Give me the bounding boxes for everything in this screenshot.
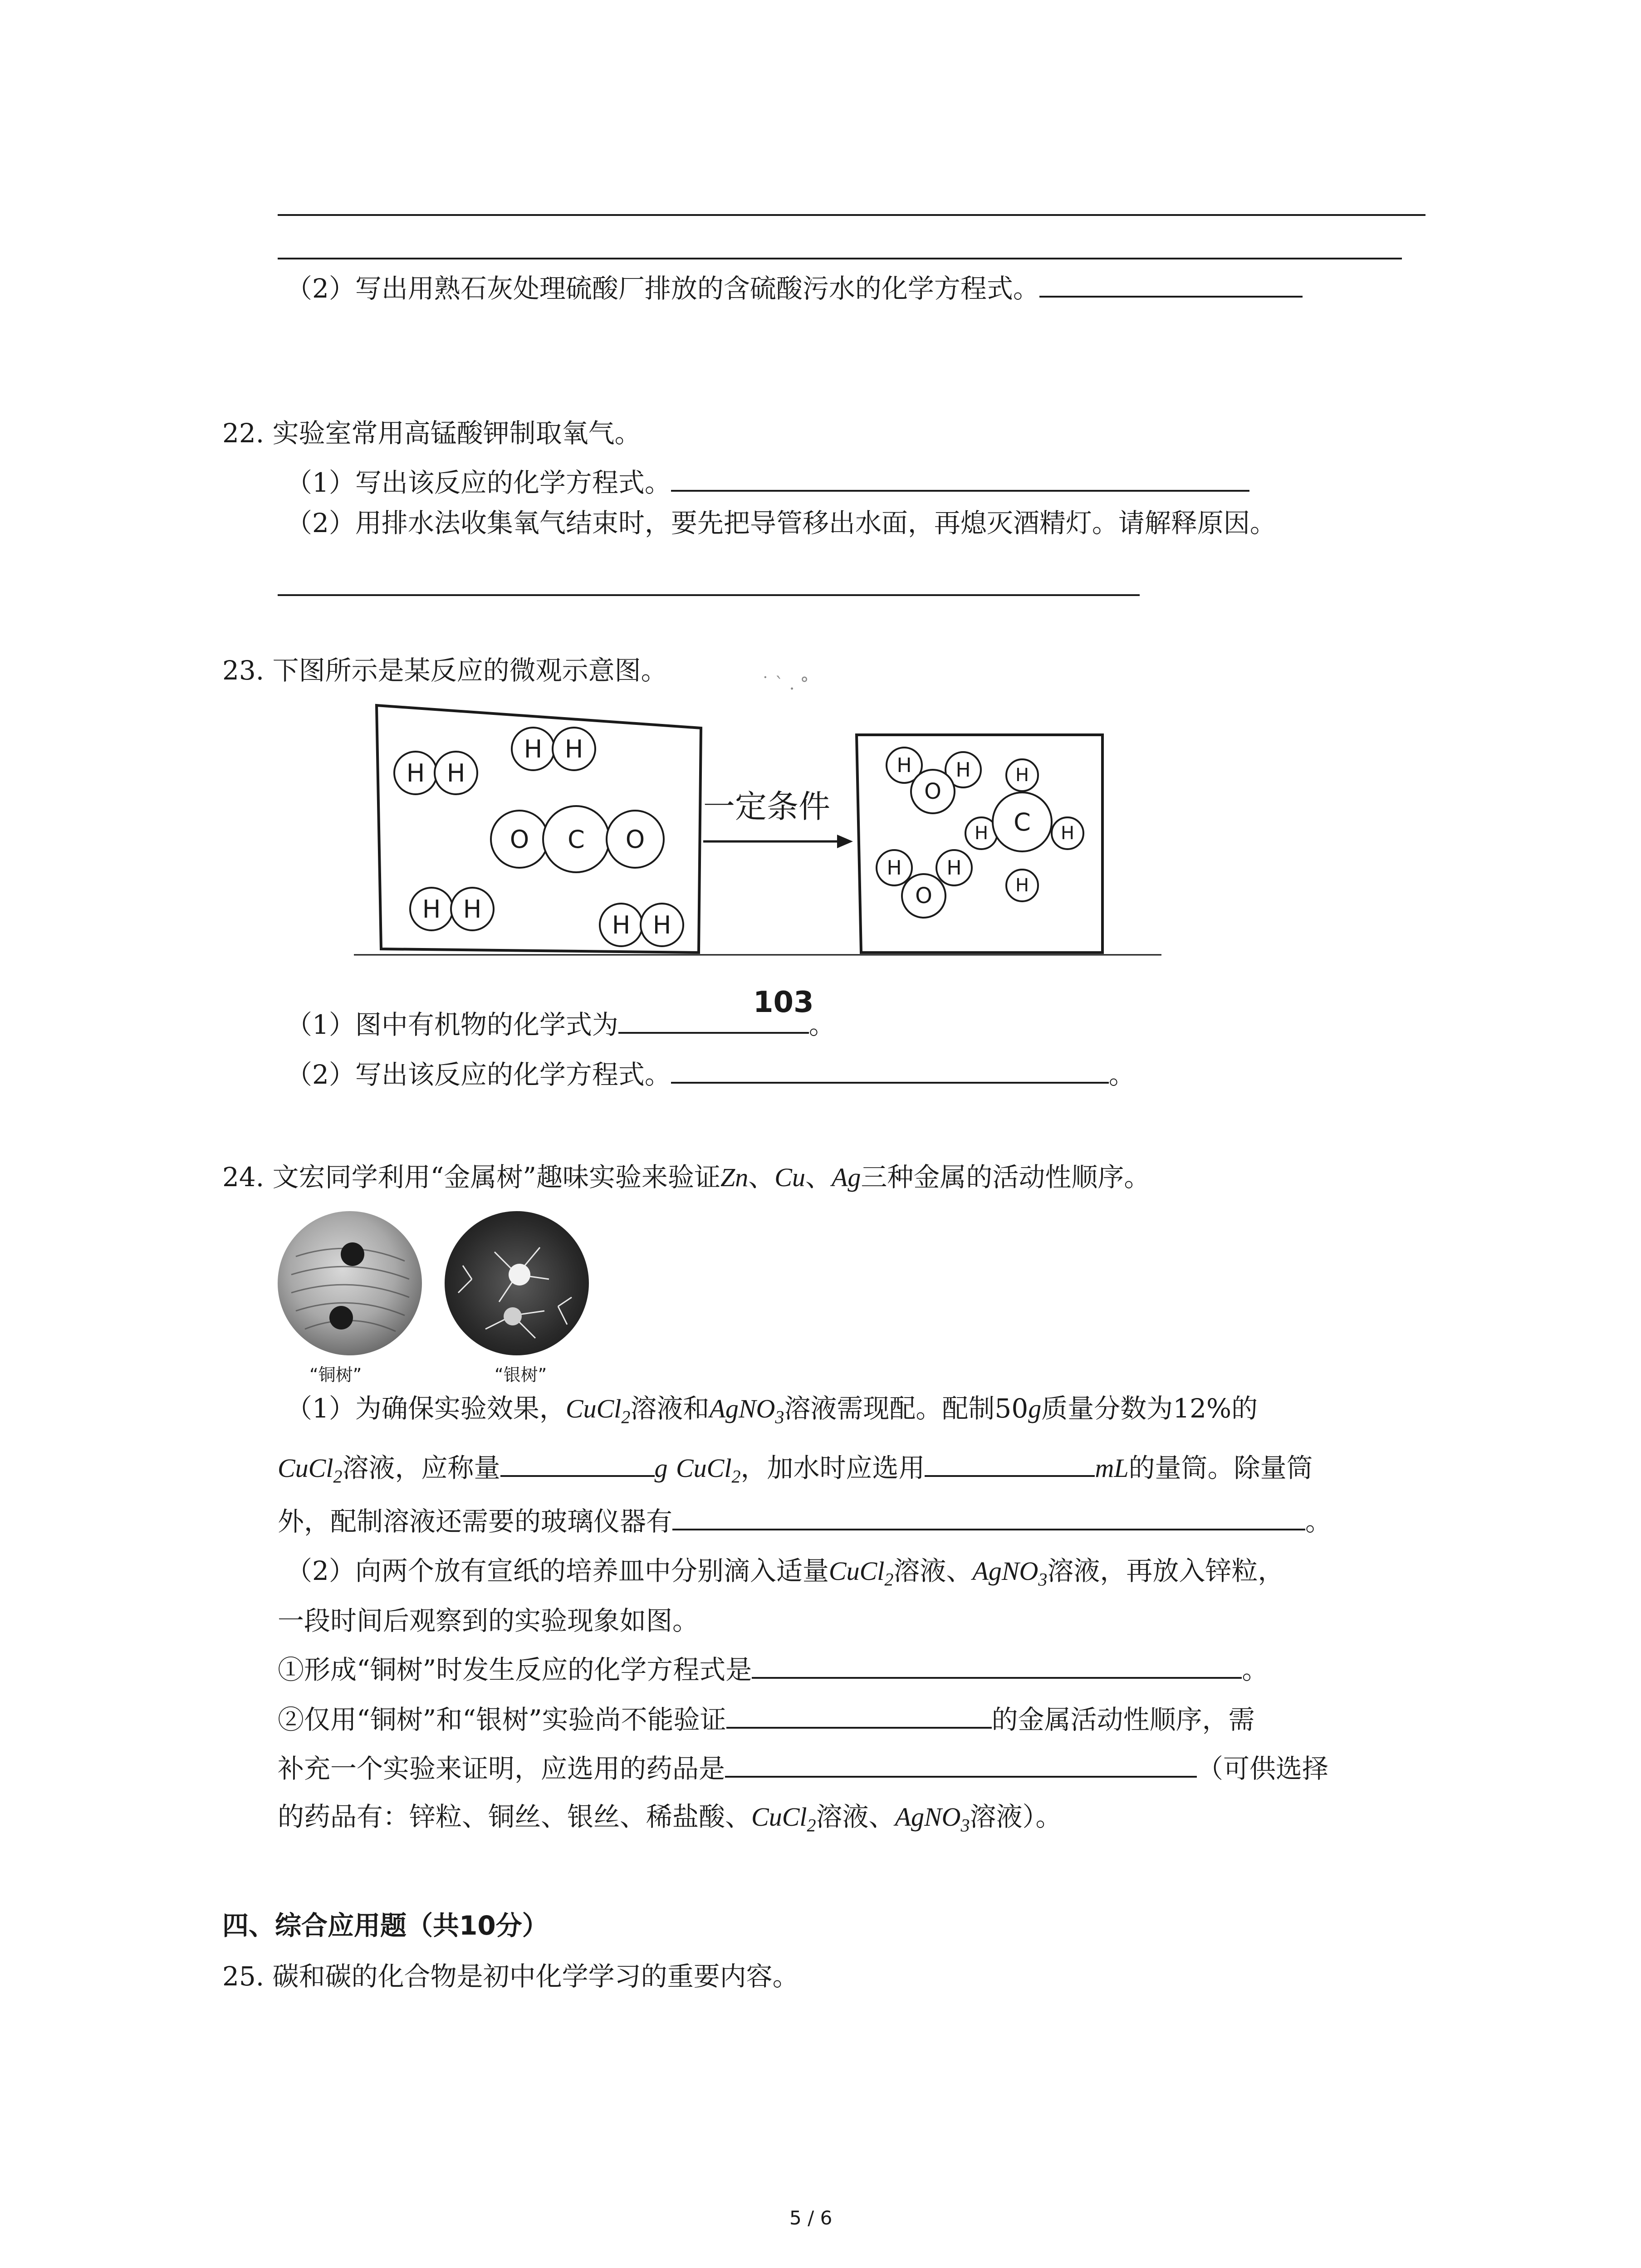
- q24-sub1-line2: CuCl$_2$溶液，应称量 g CuCl$_2$，加水时应选用 mL的量筒。除量筒: [278, 1452, 1313, 1487]
- svg-text:˙ ` . °: ˙ ` . °: [761, 674, 809, 694]
- q25-title: 25. 碳和碳的化合物是初中化学学习的重要内容。: [222, 1961, 799, 1992]
- q24-sub1-line1: （1）为确保实验效果，CuCl$_2$溶液和AgNO$_3$溶液需现配。配制50g质量分数为12%的: [286, 1393, 1258, 1427]
- oxygen-atom: O: [910, 769, 955, 814]
- answer-blank[interactable]: [1039, 272, 1303, 298]
- hydrogen-atom: H: [511, 727, 555, 771]
- q24-sub2-line2: 一段时间后观察到的实验现象如图。: [278, 1605, 699, 1636]
- hydrogen-atom: H: [936, 849, 973, 886]
- hydrogen-atom: H: [640, 903, 684, 947]
- q22-sub2: （2）用排水法收集氧气结束时，要先把导管移出水面，再熄灭酒精灯。请解释原因。: [286, 508, 1276, 538]
- answer-blank[interactable]: [618, 1008, 809, 1034]
- hydrogen-atom: H: [876, 849, 913, 886]
- carbon-atom: C: [992, 792, 1053, 852]
- answer-blank[interactable]: [671, 466, 1249, 492]
- hydrogen-atom: H: [434, 751, 478, 795]
- answer-line: [278, 594, 1140, 596]
- carbon-atom: C: [542, 805, 610, 873]
- silver-tree-photo: [445, 1211, 589, 1355]
- hydrogen-atom: H: [450, 887, 495, 931]
- q24-sub2-q2-line3: 的药品有：锌粒、铜丝、银丝、稀盐酸、CuCl$_2$溶液、AgNO$_3$溶液）。: [278, 1801, 1062, 1836]
- q24-sub2-q2-line1: ②仅用“铜树”和“银树”实验尚不能验证 的金属活动性顺序，需: [278, 1704, 1255, 1735]
- oxygen-atom: O: [490, 810, 549, 869]
- q23-sub2: （2）写出该反应的化学方程式。 。: [286, 1059, 1135, 1090]
- hydrogen-atom: H: [393, 751, 438, 795]
- hydrogen-atom: H: [409, 887, 454, 931]
- reaction-diagram: [354, 674, 1161, 1019]
- copper-tree-pattern: [278, 1211, 422, 1355]
- answer-blank[interactable]: [925, 1452, 1095, 1477]
- oxygen-atom: O: [606, 810, 665, 869]
- hydrogen-atom: H: [1005, 869, 1039, 902]
- answer-blank[interactable]: [726, 1703, 992, 1729]
- answer-blank[interactable]: [725, 1752, 1197, 1778]
- copper-tree-caption: “铜树”: [309, 1365, 362, 1385]
- hydrogen-atom: H: [945, 751, 982, 788]
- hydrogen-atom: H: [965, 816, 998, 850]
- hydrogen-atom: H: [1051, 816, 1084, 850]
- copper-tree-photo: [278, 1211, 422, 1355]
- page-number: 5 / 6: [789, 2207, 833, 2229]
- q22-title: 22. 实验室常用高锰酸钾制取氧气。: [222, 418, 641, 449]
- oxygen-atom: O: [901, 873, 946, 919]
- q24-sub2-q2-line2: 补充一个实验来证明，应选用的药品是 （可供选择: [278, 1753, 1329, 1784]
- hydrogen-atom: H: [552, 727, 596, 771]
- hydrogen-atom: H: [599, 903, 643, 947]
- q21-sub2: （2）写出用熟石灰处理硫酸厂排放的含硫酸污水的化学方程式。: [286, 272, 1303, 304]
- section-heading: 四、综合应用题（共10分）: [222, 1910, 549, 1941]
- answer-line: [278, 258, 1402, 259]
- hydrogen-atom: H: [886, 747, 923, 784]
- answer-blank[interactable]: [672, 1505, 1305, 1530]
- q22-sub1: （1）写出该反应的化学方程式。: [286, 466, 1249, 499]
- answer-blank[interactable]: [752, 1653, 1242, 1679]
- q24-sub2-q1: ①形成“铜树”时发生反应的化学方程式是 。: [278, 1654, 1269, 1685]
- q24-sub2-line1: （2）向两个放有宣纸的培养皿中分别滴入适量CuCl$_2$溶液、AgNO$_3$溶液，再放入锌粒，: [286, 1555, 1284, 1590]
- arrow-label: 一定条件: [703, 788, 830, 825]
- q23-sub1: （1）图中有机物的化学式为 。: [286, 1009, 835, 1040]
- answer-blank[interactable]: [500, 1452, 655, 1477]
- silver-tree-pattern: [445, 1211, 589, 1355]
- q23-title: 23. 下图所示是某反应的微观示意图。: [222, 655, 667, 686]
- silver-tree-caption: “银树”: [495, 1365, 547, 1385]
- answer-blank[interactable]: [671, 1058, 1109, 1084]
- page-number-fragment: 103: [753, 986, 814, 1019]
- answer-line: [278, 214, 1425, 216]
- hydrogen-atom: H: [1005, 758, 1039, 792]
- q24-sub1-line3: 外，配制溶液还需要的玻璃仪器有 。: [278, 1506, 1332, 1537]
- q24-title: 24. 文宏同学利用“金属树”趣味实验来验证Zn、Cu、Ag三种金属的活动性顺序。: [222, 1162, 1151, 1193]
